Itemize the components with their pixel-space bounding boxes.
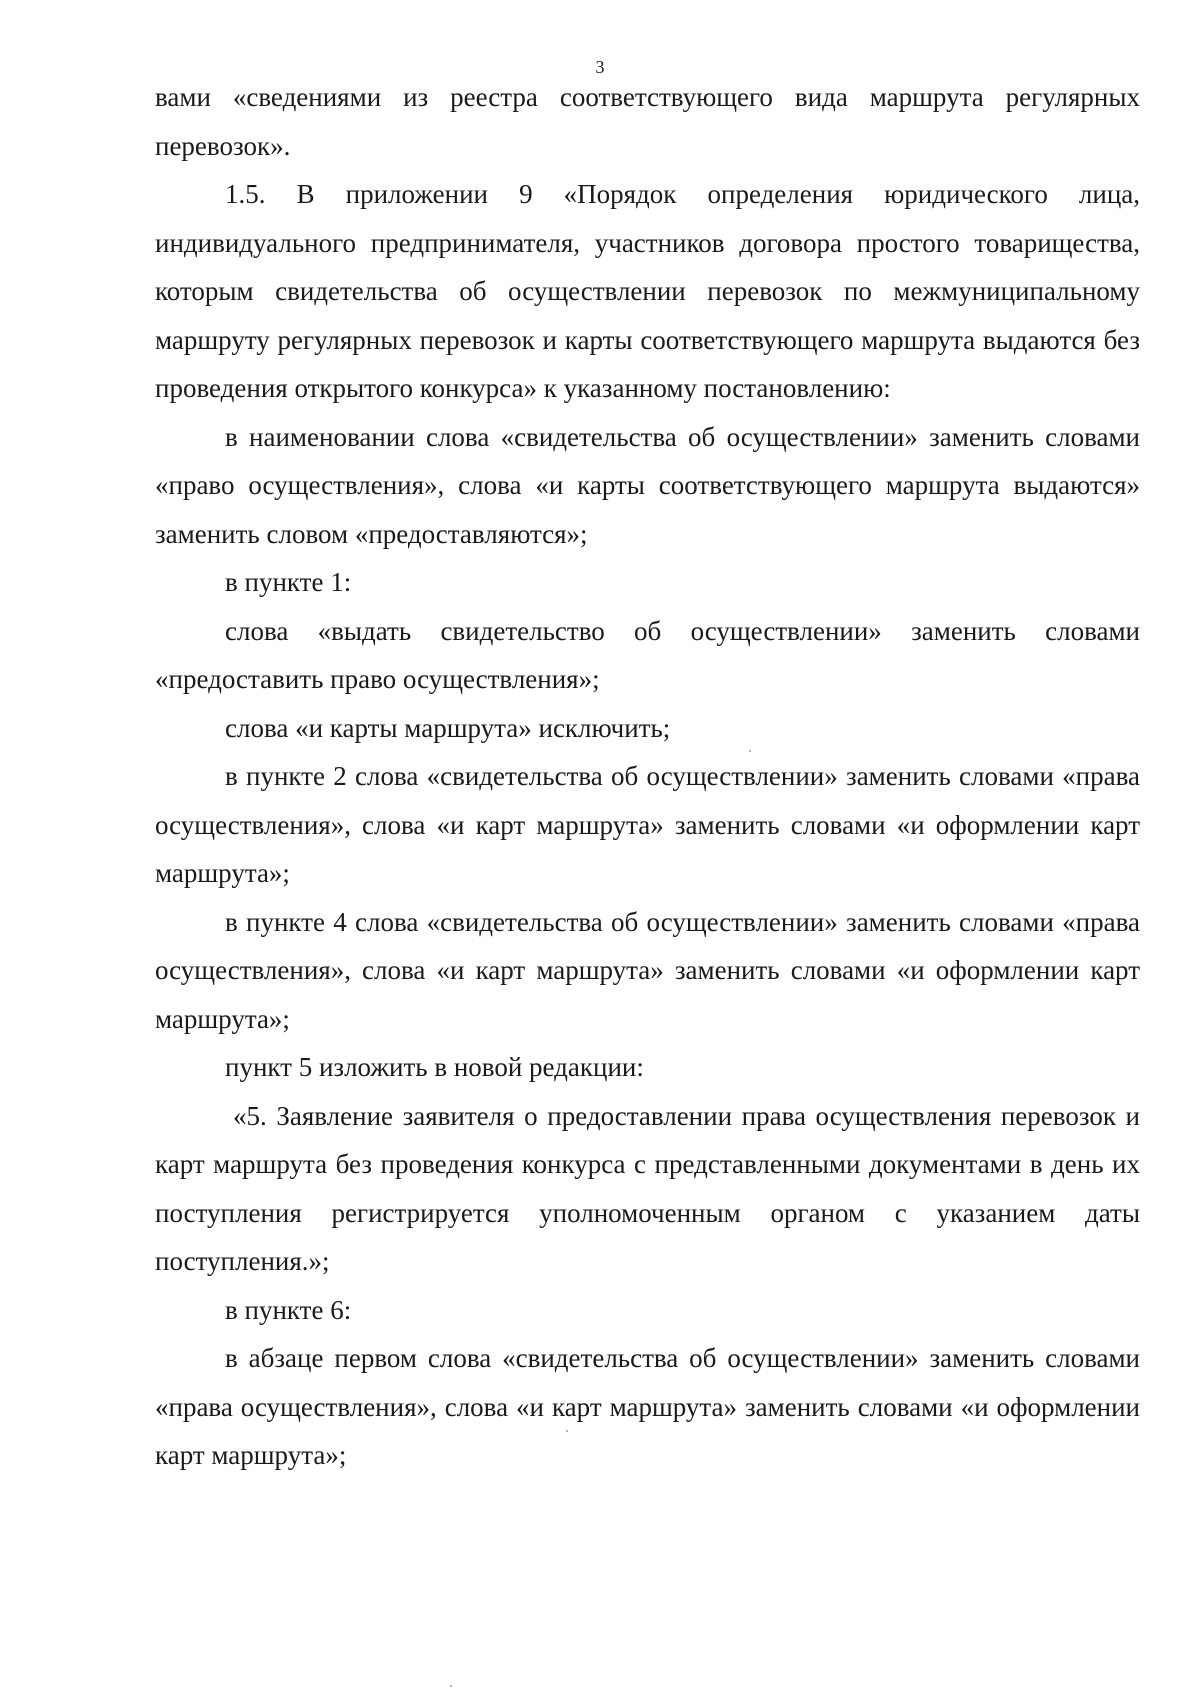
paragraph-point-6-heading: в пункте 6: [225, 1294, 352, 1325]
document-body [155, 73, 1140, 1480]
paragraph-point-1-words-replace: слова «выдать свидетельство об осуществлении» заменить словами «предоставить право осуществления»; [155, 615, 1140, 694]
scan-speck [450, 1685, 452, 1687]
scan-speck [749, 750, 751, 752]
page-number: 3 [595, 57, 605, 77]
paragraph-point-1-words-exclude: слова «и карты маршрута» исключить; [225, 712, 671, 743]
paragraph-point-5-text: «5. Заявление заявителя о предоставлении права осуществления перевозок и карт маршрута без проведения конкурса с представленными документами в день их поступления регистрируется уполномоченным органом с указанием даты поступления.»; [155, 1100, 1140, 1276]
paragraph-section-1-5: 1.5. В приложении 9 «Порядок определения юридического лица, индивидуального предпринимателя, участников договора простого товарищества, которым свидетельства об осуществлении перевозок по межмуниципальному маршруту регулярных перевозок и карты соответствующего маршрута выдаются без проведения открытого конкурса» к указанному постановлению: [155, 179, 1140, 403]
paragraph-point-6-first-para: в абзаце первом слова «свидетельства об осуществлении» заменить словами «права осуществления», слова «и карт маршрута» заменить словами «и оформлении карт маршрута»; [155, 1343, 1140, 1470]
scan-speck [566, 1430, 568, 1432]
paragraph-title-change: в наименовании слова «свидетельства об осуществлении» заменить словами «право осуществления», слова «и карты соответствующего маршрута выдаются» заменить словом «предоставляются»; [155, 421, 1140, 549]
paragraph-point-4: в пункте 4 слова «свидетельства об осуществлении» заменить словами «права осуществления», слова «и карт маршрута» заменить словами «и оформлении карт маршрута»; [155, 906, 1140, 1034]
paragraph-point-5-heading: пункт 5 изложить в новой редакции: [225, 1052, 644, 1082]
paragraph-point-2: в пункте 2 слова «свидетельства об осуществлении» заменить словами «права осуществления», слова «и карт маршрута» заменить словами «и оформлении карт маршрута»; [155, 761, 1140, 888]
paragraph-continuation: вами «сведениями из реестра соответствующего вида маршрута регулярных перевозок». [155, 82, 1140, 161]
paragraph-point-1-heading: в пункте 1: [225, 567, 352, 597]
